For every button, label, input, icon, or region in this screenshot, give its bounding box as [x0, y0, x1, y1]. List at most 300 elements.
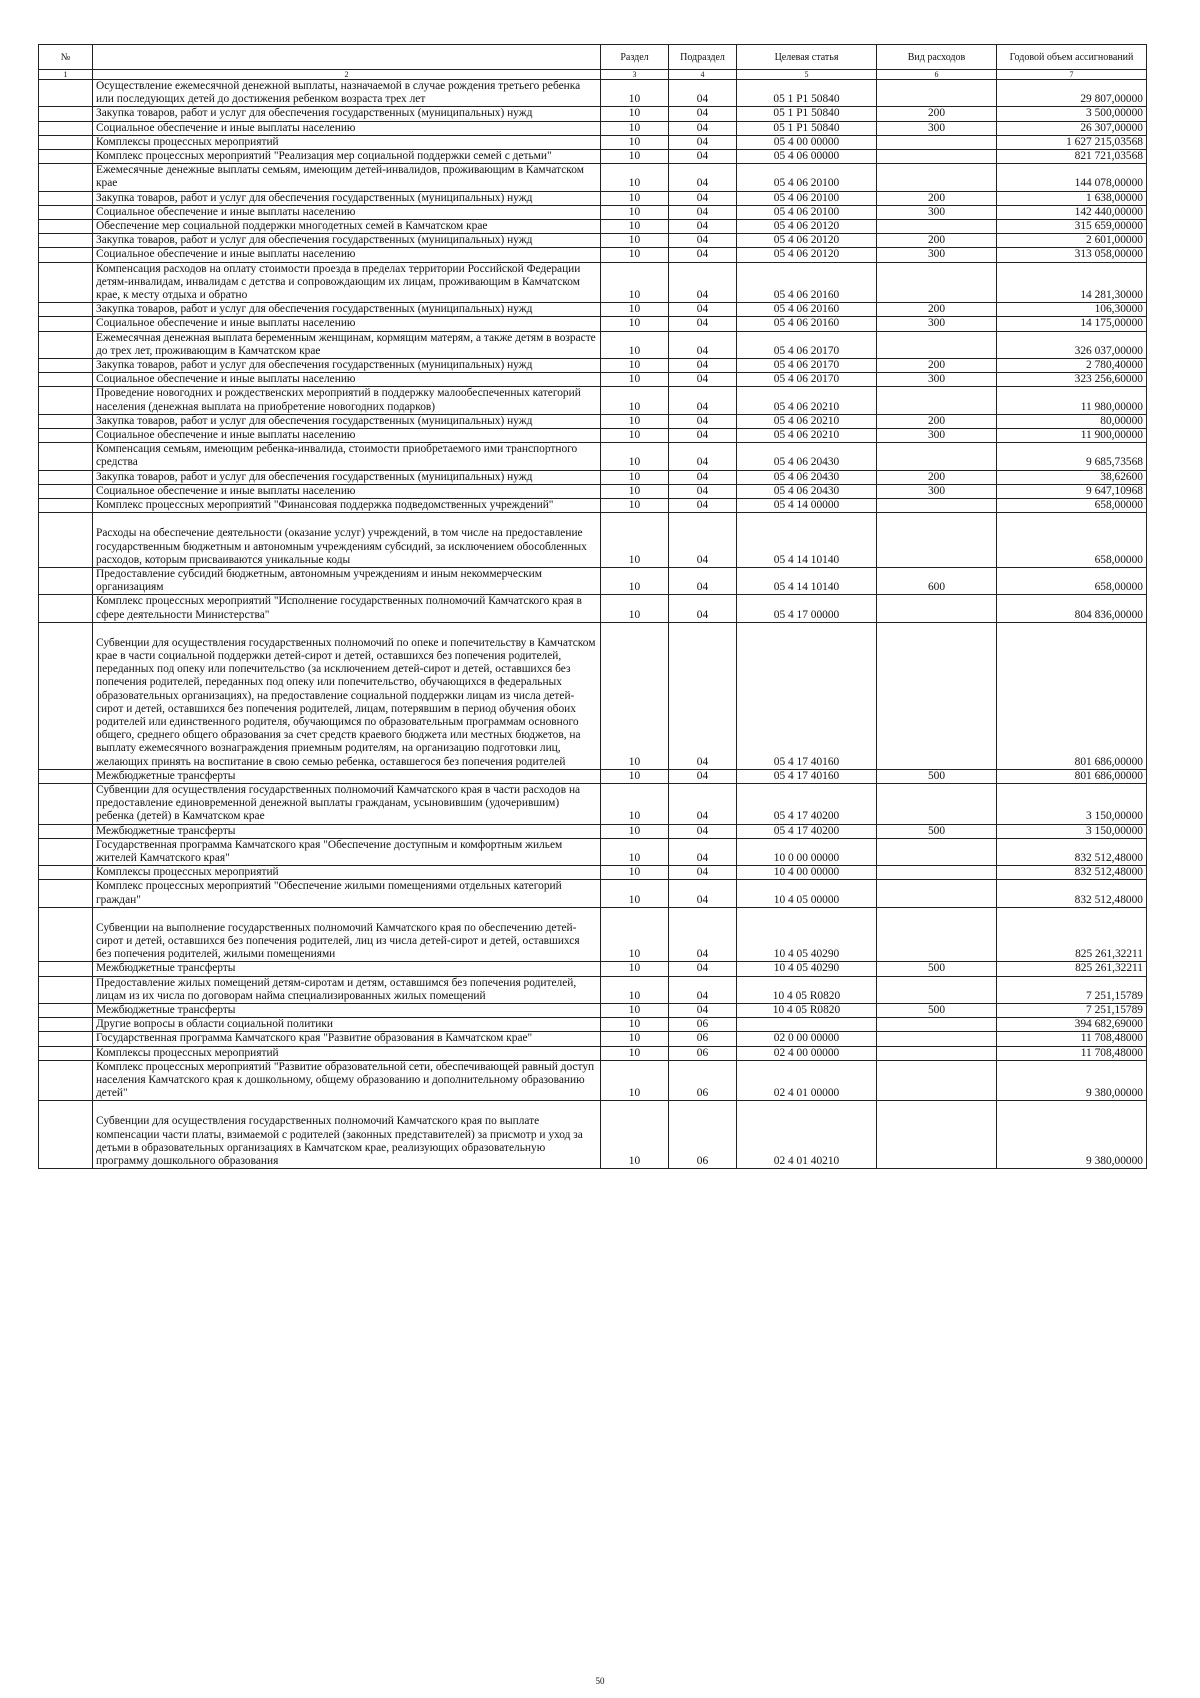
row-expense-type-cell	[877, 135, 997, 149]
row-target-article-cell: 10 4 05 40290	[737, 907, 877, 962]
col-header-target-article: Целевая статья	[737, 45, 877, 70]
row-name-cell: Межбюджетные трансферты	[93, 1004, 601, 1018]
row-number-cell	[39, 470, 93, 484]
row-name-cell: Закупка товаров, работ и услуг для обеспечения государственных (муниципальных) нужд	[93, 470, 601, 484]
row-name-cell: Социальное обеспечение и иные выплаты населению	[93, 248, 601, 262]
row-expense-type-cell	[877, 622, 997, 769]
row-target-article-cell: 05 4 06 00000	[737, 150, 877, 164]
row-target-article-cell: 05 4 06 20120	[737, 220, 877, 234]
row-podrazdel-cell: 04	[669, 135, 737, 149]
row-expense-type-cell	[877, 80, 997, 107]
row-razdel-cell: 10	[601, 331, 669, 358]
table-row	[39, 164, 1147, 191]
row-razdel-cell: 10	[601, 135, 669, 149]
row-razdel-cell: 10	[601, 824, 669, 838]
table-row	[39, 866, 1147, 880]
row-name-cell: Государственная программа Камчатского края "Развитие образования в Камчатском крае"	[93, 1032, 601, 1046]
row-number-cell	[39, 513, 93, 568]
row-amount-cell: 11 708,48000	[997, 1046, 1147, 1060]
table-row	[39, 484, 1147, 498]
row-number-cell	[39, 443, 93, 470]
row-target-article-cell: 05 1 P1 50840	[737, 121, 877, 135]
row-expense-type-cell	[877, 150, 997, 164]
row-number-cell	[39, 962, 93, 976]
row-razdel-cell: 10	[601, 359, 669, 373]
row-podrazdel-cell: 06	[669, 1060, 737, 1101]
row-number-cell	[39, 1004, 93, 1018]
table-row	[39, 387, 1147, 414]
row-podrazdel-cell: 04	[669, 373, 737, 387]
row-razdel-cell: 10	[601, 976, 669, 1003]
row-razdel-cell: 10	[601, 769, 669, 783]
row-expense-type-cell: 200	[877, 107, 997, 121]
row-podrazdel-cell: 04	[669, 359, 737, 373]
row-name-cell: Социальное обеспечение и иные выплаты населению	[93, 373, 601, 387]
row-amount-cell: 832 512,48000	[997, 838, 1147, 865]
row-number-cell	[39, 866, 93, 880]
table-row	[39, 907, 1147, 962]
row-name-cell: Социальное обеспечение и иные выплаты населению	[93, 205, 601, 219]
table-row	[39, 121, 1147, 135]
row-expense-type-cell	[877, 595, 997, 622]
row-amount-cell: 142 440,00000	[997, 205, 1147, 219]
row-amount-cell: 14 175,00000	[997, 317, 1147, 331]
row-expense-type-cell	[877, 880, 997, 907]
page-number: 50	[595, 1676, 605, 1686]
table-row	[39, 783, 1147, 824]
row-razdel-cell: 10	[601, 164, 669, 191]
row-razdel-cell: 10	[601, 470, 669, 484]
row-expense-type-cell: 500	[877, 824, 997, 838]
row-razdel-cell: 10	[601, 121, 669, 135]
row-amount-cell: 9 647,10968	[997, 484, 1147, 498]
row-target-article-cell: 05 4 06 20160	[737, 303, 877, 317]
table-row	[39, 1046, 1147, 1060]
row-razdel-cell: 10	[601, 414, 669, 428]
row-name-cell: Социальное обеспечение и иные выплаты населению	[93, 484, 601, 498]
row-amount-cell: 3 500,00000	[997, 107, 1147, 121]
row-amount-cell: 7 251,15789	[997, 1004, 1147, 1018]
row-amount-cell: 821 721,03568	[997, 150, 1147, 164]
row-expense-type-cell	[877, 976, 997, 1003]
row-name-cell: Компенсация расходов на оплату стоимости проезда в пределах территории Российской Федерации детям-инвалидам, инвалидам с детства и сопровождающим их лицам, проживающим в Камчатском крае, к месту отдыха и обратно	[93, 262, 601, 303]
table-row	[39, 414, 1147, 428]
row-razdel-cell: 10	[601, 303, 669, 317]
row-razdel-cell: 10	[601, 1004, 669, 1018]
row-podrazdel-cell: 04	[669, 976, 737, 1003]
table-row	[39, 150, 1147, 164]
row-podrazdel-cell: 04	[669, 595, 737, 622]
row-razdel-cell: 10	[601, 484, 669, 498]
row-razdel-cell: 10	[601, 962, 669, 976]
row-podrazdel-cell: 04	[669, 824, 737, 838]
row-razdel-cell: 10	[601, 107, 669, 121]
row-target-article-cell: 05 4 17 40160	[737, 769, 877, 783]
row-razdel-cell: 10	[601, 499, 669, 513]
row-expense-type-cell	[877, 1060, 997, 1101]
row-podrazdel-cell: 04	[669, 248, 737, 262]
row-razdel-cell: 10	[601, 1101, 669, 1169]
row-name-cell: Закупка товаров, работ и услуг для обеспечения государственных (муниципальных) нужд	[93, 191, 601, 205]
row-name-cell: Межбюджетные трансферты	[93, 769, 601, 783]
row-target-article-cell: 05 4 06 20210	[737, 429, 877, 443]
row-number-cell	[39, 824, 93, 838]
row-razdel-cell: 10	[601, 248, 669, 262]
row-podrazdel-cell: 04	[669, 499, 737, 513]
row-podrazdel-cell: 04	[669, 414, 737, 428]
row-number-cell	[39, 191, 93, 205]
row-expense-type-cell	[877, 1018, 997, 1032]
row-amount-cell: 9 685,73568	[997, 443, 1147, 470]
row-number-cell	[39, 429, 93, 443]
row-razdel-cell: 10	[601, 429, 669, 443]
table-row	[39, 234, 1147, 248]
row-number-cell	[39, 567, 93, 594]
row-name-cell: Социальное обеспечение и иные выплаты населению	[93, 121, 601, 135]
row-expense-type-cell	[877, 1046, 997, 1060]
row-expense-type-cell: 200	[877, 234, 997, 248]
row-expense-type-cell: 300	[877, 373, 997, 387]
row-expense-type-cell	[877, 866, 997, 880]
row-podrazdel-cell: 04	[669, 262, 737, 303]
row-razdel-cell: 10	[601, 150, 669, 164]
row-expense-type-cell: 200	[877, 191, 997, 205]
row-target-article-cell: 05 4 17 40200	[737, 824, 877, 838]
row-name-cell: Комплекс процессных мероприятий "Обеспечение жилыми помещениями отдельных категорий граждан"	[93, 880, 601, 907]
table-row	[39, 191, 1147, 205]
row-expense-type-cell: 500	[877, 769, 997, 783]
row-number-cell	[39, 234, 93, 248]
row-name-cell: Закупка товаров, работ и услуг для обеспечения государственных (муниципальных) нужд	[93, 107, 601, 121]
row-number-cell	[39, 248, 93, 262]
row-name-cell: Предоставление субсидий бюджетным, автономным учреждениям и иным некоммерческим организациям	[93, 567, 601, 594]
table-row	[39, 838, 1147, 865]
row-target-article-cell: 10 4 05 40290	[737, 962, 877, 976]
row-expense-type-cell: 300	[877, 429, 997, 443]
row-number-cell	[39, 783, 93, 824]
row-amount-cell: 801 686,00000	[997, 622, 1147, 769]
table-row	[39, 976, 1147, 1003]
row-podrazdel-cell: 04	[669, 234, 737, 248]
row-number-cell	[39, 976, 93, 1003]
row-expense-type-cell	[877, 499, 997, 513]
row-podrazdel-cell: 04	[669, 80, 737, 107]
row-amount-cell: 11 708,48000	[997, 1032, 1147, 1046]
table-row	[39, 248, 1147, 262]
row-amount-cell: 1 627 215,03568	[997, 135, 1147, 149]
row-target-article-cell: 05 4 17 40200	[737, 783, 877, 824]
row-expense-type-cell: 200	[877, 414, 997, 428]
row-expense-type-cell	[877, 1101, 997, 1169]
row-podrazdel-cell: 06	[669, 1101, 737, 1169]
row-expense-type-cell: 300	[877, 205, 997, 219]
row-number-cell	[39, 1046, 93, 1060]
row-number-cell	[39, 373, 93, 387]
row-amount-cell: 825 261,32211	[997, 962, 1147, 976]
row-name-cell: Предоставление жилых помещений детям-сиротам и детям, оставшимся без попечения родителей, лицам из их числа по договорам найма специализированных жилых помещений	[93, 976, 601, 1003]
row-amount-cell: 106,30000	[997, 303, 1147, 317]
row-expense-type-cell	[877, 513, 997, 568]
row-amount-cell: 658,00000	[997, 499, 1147, 513]
table-row	[39, 1018, 1147, 1032]
table-row	[39, 1032, 1147, 1046]
row-target-article-cell: 05 4 06 20120	[737, 234, 877, 248]
row-expense-type-cell: 300	[877, 248, 997, 262]
row-name-cell: Социальное обеспечение и иные выплаты населению	[93, 429, 601, 443]
row-name-cell: Комплексы процессных мероприятий	[93, 1046, 601, 1060]
row-number-cell	[39, 838, 93, 865]
row-podrazdel-cell: 04	[669, 838, 737, 865]
row-target-article-cell: 05 4 06 20100	[737, 205, 877, 219]
row-number-cell	[39, 359, 93, 373]
row-name-cell: Межбюджетные трансферты	[93, 962, 601, 976]
row-target-article-cell: 05 4 06 20120	[737, 248, 877, 262]
row-name-cell: Субвенции для осуществления государственных полномочий Камчатского края в части расходов на предоставление единовременной денежной выплаты гражданам, усыновившим (удочерившим) ребенка (детей) в Камчатском крае	[93, 783, 601, 824]
row-expense-type-cell: 200	[877, 470, 997, 484]
column-number-row	[39, 70, 1147, 80]
col-number-1: 1	[39, 70, 93, 80]
row-expense-type-cell: 300	[877, 317, 997, 331]
row-podrazdel-cell: 04	[669, 1004, 737, 1018]
row-podrazdel-cell: 04	[669, 317, 737, 331]
row-razdel-cell: 10	[601, 1046, 669, 1060]
row-amount-cell: 832 512,48000	[997, 866, 1147, 880]
row-podrazdel-cell: 04	[669, 387, 737, 414]
table-row	[39, 470, 1147, 484]
row-target-article-cell	[737, 1018, 877, 1032]
row-expense-type-cell	[877, 331, 997, 358]
row-razdel-cell: 10	[601, 317, 669, 331]
table-row	[39, 499, 1147, 513]
row-name-cell: Ежемесячная денежная выплата беременным женщинам, кормящим матерям, а также детям в возрасте до трех лет, проживающим в Камчатском крае	[93, 331, 601, 358]
row-amount-cell: 11 980,00000	[997, 387, 1147, 414]
row-target-article-cell: 05 4 06 20210	[737, 387, 877, 414]
row-amount-cell: 38,62600	[997, 470, 1147, 484]
row-target-article-cell: 05 4 06 20100	[737, 164, 877, 191]
row-expense-type-cell	[877, 1032, 997, 1046]
row-target-article-cell: 05 1 P1 50840	[737, 107, 877, 121]
row-podrazdel-cell: 04	[669, 205, 737, 219]
row-number-cell	[39, 622, 93, 769]
row-number-cell	[39, 262, 93, 303]
table-row	[39, 443, 1147, 470]
table-row	[39, 1060, 1147, 1101]
row-name-cell: Межбюджетные трансферты	[93, 824, 601, 838]
row-razdel-cell: 10	[601, 220, 669, 234]
row-number-cell	[39, 1032, 93, 1046]
row-expense-type-cell	[877, 220, 997, 234]
table-row	[39, 107, 1147, 121]
row-amount-cell: 9 380,00000	[997, 1060, 1147, 1101]
col-number-3: 3	[601, 70, 669, 80]
table-row	[39, 262, 1147, 303]
row-name-cell: Ежемесячные денежные выплаты семьям, имеющим детей-инвалидов, проживающим в Камчатском крае	[93, 164, 601, 191]
row-name-cell: Проведение новогодних и рождественских мероприятий в поддержку малообеспеченных категорий населения (денежная выплата на приобретение новогодних подарков)	[93, 387, 601, 414]
header-row	[39, 45, 1147, 70]
row-name-cell: Закупка товаров, работ и услуг для обеспечения государственных (муниципальных) нужд	[93, 359, 601, 373]
row-podrazdel-cell: 04	[669, 470, 737, 484]
row-number-cell	[39, 317, 93, 331]
row-target-article-cell: 02 4 01 00000	[737, 1060, 877, 1101]
row-amount-cell: 80,00000	[997, 414, 1147, 428]
row-name-cell: Комплексы процессных мероприятий	[93, 135, 601, 149]
row-podrazdel-cell: 04	[669, 880, 737, 907]
col-number-6: 6	[877, 70, 997, 80]
col-header-annual-volume: Годовой объем ассигнований	[997, 45, 1147, 70]
row-razdel-cell: 10	[601, 838, 669, 865]
row-amount-cell: 3 150,00000	[997, 824, 1147, 838]
row-amount-cell: 394 682,69000	[997, 1018, 1147, 1032]
table-row	[39, 303, 1147, 317]
row-podrazdel-cell: 04	[669, 191, 737, 205]
row-number-cell	[39, 220, 93, 234]
row-number-cell	[39, 164, 93, 191]
row-razdel-cell: 10	[601, 1060, 669, 1101]
row-name-cell: Компенсация семьям, имеющим ребенка-инвалида, стоимости приобретаемого ими транспортного средства	[93, 443, 601, 470]
row-podrazdel-cell: 04	[669, 443, 737, 470]
row-name-cell: Социальное обеспечение и иные выплаты населению	[93, 317, 601, 331]
row-razdel-cell: 10	[601, 443, 669, 470]
table-row	[39, 567, 1147, 594]
budget-document	[38, 44, 1146, 1169]
row-target-article-cell: 02 0 00 00000	[737, 1032, 877, 1046]
row-number-cell	[39, 150, 93, 164]
row-name-cell: Комплекс процессных мероприятий "Финансовая поддержка подведомственных учреждений"	[93, 499, 601, 513]
row-amount-cell: 11 900,00000	[997, 429, 1147, 443]
row-number-cell	[39, 907, 93, 962]
row-podrazdel-cell: 04	[669, 513, 737, 568]
row-number-cell	[39, 769, 93, 783]
row-number-cell	[39, 135, 93, 149]
row-expense-type-cell	[877, 262, 997, 303]
row-target-article-cell: 05 4 06 20430	[737, 484, 877, 498]
row-name-cell: Обеспечение мер социальной поддержки многодетных семей в Камчатском крае	[93, 220, 601, 234]
row-amount-cell: 658,00000	[997, 513, 1147, 568]
row-razdel-cell: 10	[601, 907, 669, 962]
row-target-article-cell: 05 4 14 00000	[737, 499, 877, 513]
row-number-cell	[39, 1018, 93, 1032]
row-razdel-cell: 10	[601, 262, 669, 303]
row-name-cell: Закупка товаров, работ и услуг для обеспечения государственных (муниципальных) нужд	[93, 303, 601, 317]
row-number-cell	[39, 1101, 93, 1169]
row-amount-cell: 2 601,00000	[997, 234, 1147, 248]
table-row	[39, 205, 1147, 219]
row-podrazdel-cell: 04	[669, 331, 737, 358]
row-name-cell: Комплекс процессных мероприятий "Исполнение государственных полномочий Камчатского края в сфере деятельности Министерства"	[93, 595, 601, 622]
table-row	[39, 135, 1147, 149]
row-target-article-cell: 05 4 14 10140	[737, 567, 877, 594]
row-podrazdel-cell: 04	[669, 962, 737, 976]
table-row	[39, 513, 1147, 568]
row-podrazdel-cell: 04	[669, 429, 737, 443]
row-razdel-cell: 10	[601, 191, 669, 205]
row-name-cell: Комплексы процессных мероприятий	[93, 866, 601, 880]
row-target-article-cell: 05 4 06 20160	[737, 262, 877, 303]
row-amount-cell: 315 659,00000	[997, 220, 1147, 234]
row-target-article-cell: 05 4 17 00000	[737, 595, 877, 622]
row-expense-type-cell	[877, 838, 997, 865]
row-razdel-cell: 10	[601, 567, 669, 594]
row-target-article-cell: 05 4 06 20430	[737, 470, 877, 484]
row-number-cell	[39, 880, 93, 907]
row-name-cell: Осуществление ежемесячной денежной выплаты, назначаемой в случае рождения третьего ребенка или последующих детей до достижения ребенком возраста трех лет	[93, 80, 601, 107]
row-expense-type-cell: 300	[877, 121, 997, 135]
row-target-article-cell: 02 4 00 00000	[737, 1046, 877, 1060]
row-number-cell	[39, 121, 93, 135]
row-amount-cell: 323 256,60000	[997, 373, 1147, 387]
row-podrazdel-cell: 04	[669, 484, 737, 498]
row-expense-type-cell: 200	[877, 303, 997, 317]
row-podrazdel-cell: 04	[669, 622, 737, 769]
row-amount-cell: 3 150,00000	[997, 783, 1147, 824]
row-razdel-cell: 10	[601, 513, 669, 568]
table-row	[39, 359, 1147, 373]
table-row	[39, 317, 1147, 331]
row-amount-cell: 658,00000	[997, 567, 1147, 594]
row-amount-cell: 9 380,00000	[997, 1101, 1147, 1169]
row-amount-cell: 801 686,00000	[997, 769, 1147, 783]
row-expense-type-cell: 500	[877, 962, 997, 976]
row-target-article-cell: 05 4 06 20210	[737, 414, 877, 428]
row-target-article-cell: 05 4 06 20430	[737, 443, 877, 470]
row-number-cell	[39, 205, 93, 219]
row-target-article-cell: 10 4 05 00000	[737, 880, 877, 907]
row-target-article-cell: 05 1 P1 50840	[737, 80, 877, 107]
table-row	[39, 373, 1147, 387]
row-expense-type-cell: 300	[877, 484, 997, 498]
row-expense-type-cell	[877, 783, 997, 824]
row-target-article-cell: 10 4 05 R0820	[737, 1004, 877, 1018]
row-podrazdel-cell: 06	[669, 1032, 737, 1046]
row-name-cell: Закупка товаров, работ и услуг для обеспечения государственных (муниципальных) нужд	[93, 414, 601, 428]
row-amount-cell: 832 512,48000	[997, 880, 1147, 907]
col-header-expense-type: Вид расходов	[877, 45, 997, 70]
row-podrazdel-cell: 04	[669, 769, 737, 783]
table-row	[39, 824, 1147, 838]
row-podrazdel-cell: 04	[669, 567, 737, 594]
col-number-4: 4	[669, 70, 737, 80]
table-row	[39, 622, 1147, 769]
row-number-cell	[39, 499, 93, 513]
table-row	[39, 1101, 1147, 1169]
row-number-cell	[39, 80, 93, 107]
row-name-cell: Комплекс процессных мероприятий "Развитие образовательной сети, обеспечивающей равный доступ населения Камчатского края к дошкольному, общему образованию и дополнительному образованию детей"	[93, 1060, 601, 1101]
row-target-article-cell: 02 4 01 40210	[737, 1101, 877, 1169]
row-number-cell	[39, 484, 93, 498]
row-razdel-cell: 10	[601, 234, 669, 248]
table-row	[39, 429, 1147, 443]
row-amount-cell: 825 261,32211	[997, 907, 1147, 962]
row-name-cell: Субвенции для осуществления государственных полномочий по опеке и попечительству в Камчатском крае в части социальной поддержки детей-сирот и детей, оставшихся без попечения родителей, переданных под опеку или попечительство (за исключением детей-сирот и детей, оставшихся без попечения родителей, переданных под опеку или попечительство, обучающихся в федеральных образовательных организациях), на предоставление социальной поддержки лицам из числа детей-сирот и детей, оставшихся без попечения родителей, лицам, потерявшим в период обучения обоих родителей или единственного родителя, обучающимся по образовательным программам основного общего, среднего общего образования за счет средств краевого бюджета или местных бюджетов, на выплату ежемесячного вознаграждения приемным родителям, на организацию подготовки лиц, желающих принять на воспитание в свою семью ребенка, оставшегося без попечения родителей	[93, 622, 601, 769]
row-razdel-cell: 10	[601, 783, 669, 824]
budget-table	[38, 44, 1147, 1169]
row-podrazdel-cell: 04	[669, 107, 737, 121]
row-podrazdel-cell: 04	[669, 164, 737, 191]
row-target-article-cell: 05 4 00 00000	[737, 135, 877, 149]
row-razdel-cell: 10	[601, 387, 669, 414]
row-number-cell	[39, 107, 93, 121]
row-podrazdel-cell: 04	[669, 783, 737, 824]
row-target-article-cell: 05 4 06 20170	[737, 331, 877, 358]
row-amount-cell: 26 307,00000	[997, 121, 1147, 135]
row-expense-type-cell: 200	[877, 359, 997, 373]
row-razdel-cell: 10	[601, 595, 669, 622]
row-target-article-cell: 10 4 00 00000	[737, 866, 877, 880]
row-target-article-cell: 05 4 06 20170	[737, 373, 877, 387]
row-number-cell	[39, 414, 93, 428]
row-expense-type-cell	[877, 443, 997, 470]
row-expense-type-cell	[877, 164, 997, 191]
